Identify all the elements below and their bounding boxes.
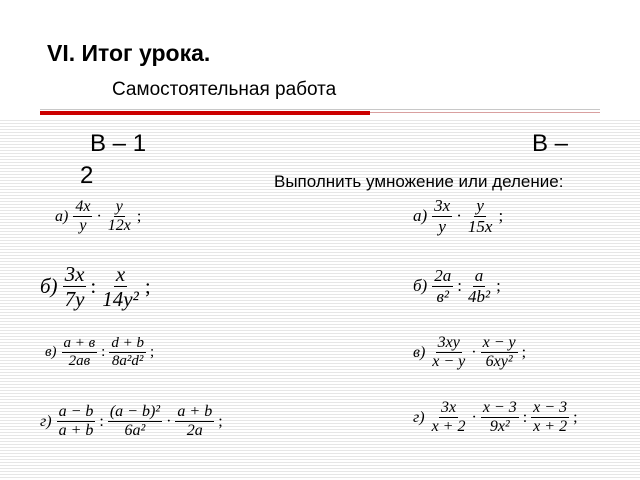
- fraction: [62, 335, 98, 371]
- exercise-label: б): [413, 276, 428, 296]
- denominator: a + b: [58, 422, 94, 440]
- fraction: [100, 262, 141, 311]
- operator: :: [457, 276, 462, 296]
- numerator: d + b: [109, 335, 146, 353]
- variant-1-heading: В – 1: [90, 130, 147, 157]
- page-title: VI. Итог урока.: [47, 40, 211, 66]
- red-accent-line: [370, 112, 600, 113]
- denominator: 8a²d²: [111, 353, 144, 370]
- numerator: y: [114, 198, 125, 217]
- v2-exercise-a: [413, 196, 505, 236]
- variant-2-heading-number: 2: [80, 162, 94, 189]
- denominator: 2ав: [68, 353, 91, 370]
- fraction: [109, 335, 146, 371]
- denominator: 2a: [186, 422, 203, 440]
- v1-exercise-b: [40, 262, 153, 311]
- denominator: 15x: [467, 216, 493, 236]
- v1-exercise-a: [55, 198, 143, 236]
- v2-exercise-b: [413, 266, 503, 306]
- fraction: [432, 196, 452, 236]
- semicolon: ;: [498, 206, 504, 226]
- denominator: x + 2: [431, 418, 466, 436]
- fraction: [57, 403, 96, 441]
- exercise-label: а): [55, 207, 69, 225]
- numerator: x − 3: [481, 399, 519, 418]
- denominator: в²: [436, 286, 449, 306]
- exercise-label: г): [413, 408, 425, 426]
- numerator: 2a: [434, 266, 452, 285]
- operator: :: [90, 274, 97, 299]
- operator: :: [99, 412, 104, 430]
- fraction: [531, 399, 569, 437]
- exercise-label: а): [413, 206, 428, 226]
- operator: ·: [471, 343, 477, 361]
- fraction: [481, 399, 519, 437]
- numerator: 3x: [434, 196, 451, 215]
- numerator: a + b: [175, 403, 214, 422]
- numerator: x − 3: [531, 399, 569, 418]
- fraction: [432, 266, 453, 306]
- denominator: y: [79, 217, 87, 235]
- v2-exercise-v: [413, 334, 528, 372]
- fraction: [175, 403, 214, 441]
- numerator: 3x: [439, 399, 458, 418]
- exercise-label: б): [40, 274, 58, 299]
- page-subtitle: Самостоятельная работа: [112, 79, 337, 100]
- numerator: y: [476, 196, 484, 215]
- operator: ·: [166, 412, 172, 430]
- fraction: [106, 198, 133, 236]
- exercise-label: в): [45, 344, 57, 361]
- operator: :: [522, 408, 528, 426]
- numerator: x − y: [481, 334, 518, 353]
- semicolon: ;: [573, 408, 578, 426]
- semicolon: ;: [496, 276, 501, 296]
- operator: ·: [96, 207, 102, 225]
- v1-exercise-g: [40, 403, 225, 441]
- fraction: [430, 334, 467, 372]
- v1-exercise-v: [45, 335, 156, 371]
- operator: ·: [456, 206, 462, 226]
- operator: :: [101, 344, 106, 361]
- denominator: 9x²: [489, 418, 510, 436]
- numerator: 4x: [73, 198, 92, 217]
- denominator: x + 2: [533, 418, 568, 436]
- denominator: 6a²: [124, 422, 146, 440]
- numerator: a: [474, 266, 484, 285]
- denominator: x − y: [432, 353, 466, 371]
- denominator: 4b²: [467, 286, 491, 306]
- fraction: [466, 196, 495, 236]
- numerator: 3x: [64, 262, 85, 286]
- numerator: a − b: [57, 403, 96, 422]
- semicolon: ;: [136, 207, 142, 225]
- red-accent-bar: [40, 111, 370, 115]
- variant-2-heading: В –: [532, 130, 569, 157]
- semicolon: ;: [144, 274, 151, 299]
- semicolon: ;: [218, 412, 223, 430]
- v2-exercise-g: [413, 399, 580, 437]
- semicolon: ;: [149, 344, 155, 361]
- header-divider: [40, 109, 600, 110]
- numerator: x: [115, 262, 126, 286]
- fraction: [481, 334, 518, 372]
- numerator: a + в: [62, 335, 98, 353]
- operator: ·: [471, 408, 477, 426]
- task-instruction: Выполнить умножение или деление:: [274, 172, 564, 191]
- numerator: (a − b)²: [108, 403, 162, 422]
- fraction: [63, 262, 87, 311]
- numerator: 3xy: [436, 334, 462, 353]
- fraction: [466, 266, 492, 306]
- denominator: 7y: [64, 287, 85, 312]
- denominator: 12x: [107, 217, 131, 235]
- fraction: [430, 399, 468, 437]
- semicolon: ;: [521, 343, 527, 361]
- denominator: 14y²: [102, 287, 139, 312]
- denominator: 6xy²: [485, 353, 513, 371]
- fraction: [108, 403, 162, 441]
- exercise-label: г): [40, 412, 52, 430]
- denominator: y: [438, 216, 446, 236]
- fraction: [73, 198, 92, 236]
- exercise-label: в): [413, 343, 426, 361]
